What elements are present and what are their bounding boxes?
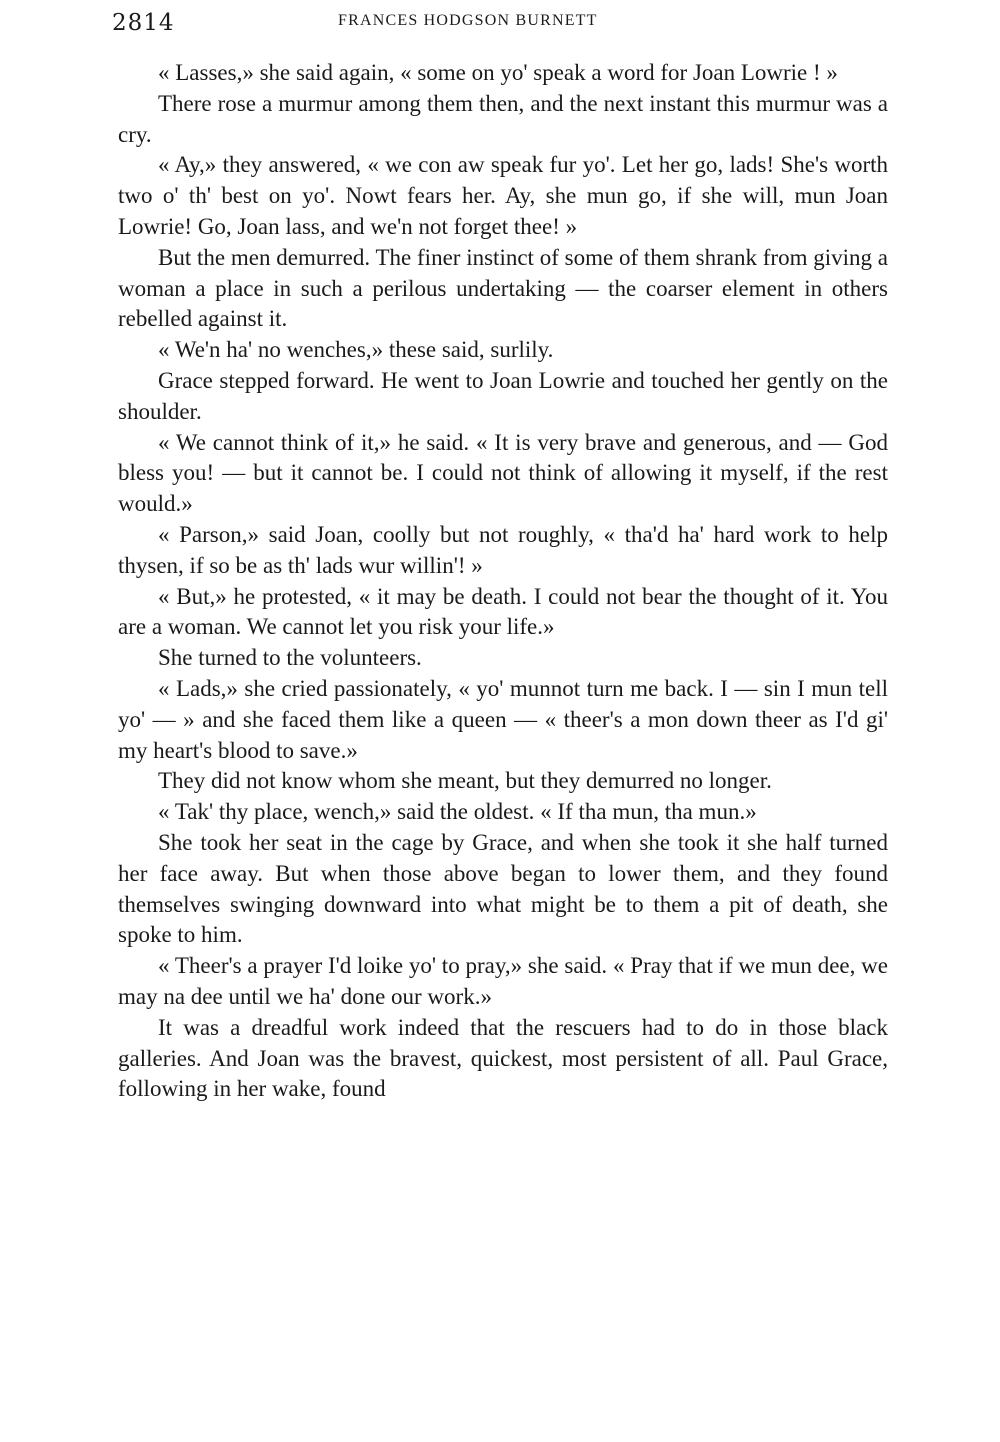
paragraph: « Ay,» they answered, « we con aw speak fur yo'. Let her go, lads! She's worth two o' th' best on yo'. Nowt fears her. Ay, she mun go, if she will, mun Joan Lowrie! Go, Joan lass, and we'n not forget thee! » [118, 152, 888, 239]
paragraph: Grace stepped forward. He went to Joan Lowrie and touched her gently on the shoulder. [118, 367, 888, 424]
paragraph: « We cannot think of it,» he said. « It is very brave and generous, and — God bless you! — but it cannot be. I could not think of allowing it myself, if the rest would.» [118, 429, 888, 517]
page-number: 2814 [112, 10, 175, 36]
paragraph: « But,» he protested, « it may be death. I could not bear the thought of it. You are a woman. We cannot let you risk your life.» [118, 583, 888, 640]
paragraph: It was a dreadful work indeed that the rescuers had to do in those black galleries. And Joan was the bravest, quickest, most persistent of all. Paul Grace, following in her wake, found [118, 1014, 888, 1102]
paragraph: There rose a murmur among them then, and the next instant this murmur was a cry. [118, 90, 888, 147]
paragraph: « Tak' thy place, wench,» said the oldest. « If tha mun, tha mun.» [158, 799, 757, 825]
paragraph: She took her seat in the cage by Grace, and when she took it she half turned her face away. But when those above began to lower them, and they found themselves swinging downward into what might be to them a pit of death, she spoke to him. [118, 829, 888, 948]
body-text [118, 58, 888, 1105]
paragraph: « Lasses,» she said again, « some on yo' speak a word for Joan Lowrie ! » [158, 60, 838, 85]
paragraph: « Parson,» said Joan, coolly but not roughly, « tha'd ha' hard work to help thysen, if so be as th' lads wur willin'! » [118, 521, 888, 578]
paragraph: « Theer's a prayer I'd loike yo' to pray,» she said. « Pray that if we mun dee, we may na dee until we ha' done our work.» [118, 953, 888, 1009]
paragraph: « Lads,» she cried passionately, « yo' munnot turn me back. I — sin I mun tell yo' — » and she faced them like a queen — « theer's a mon down theer as I'd gi' my heart's blood to save.» [118, 675, 888, 763]
paragraph: She turned to the volunteers. [158, 645, 422, 671]
paragraph: « We'n ha' no wenches,» these said, surlily. [158, 337, 554, 363]
paragraph: They did not know whom she meant, but they demurred no longer. [158, 768, 772, 794]
running-title: FRANCES HODGSON BURNETT [338, 12, 598, 29]
paragraph: But the men demurred. The finer instinct of some of them shrank from giving a woman a place in such a perilous undertaking — the coarser element in others rebelled against it. [118, 244, 888, 332]
